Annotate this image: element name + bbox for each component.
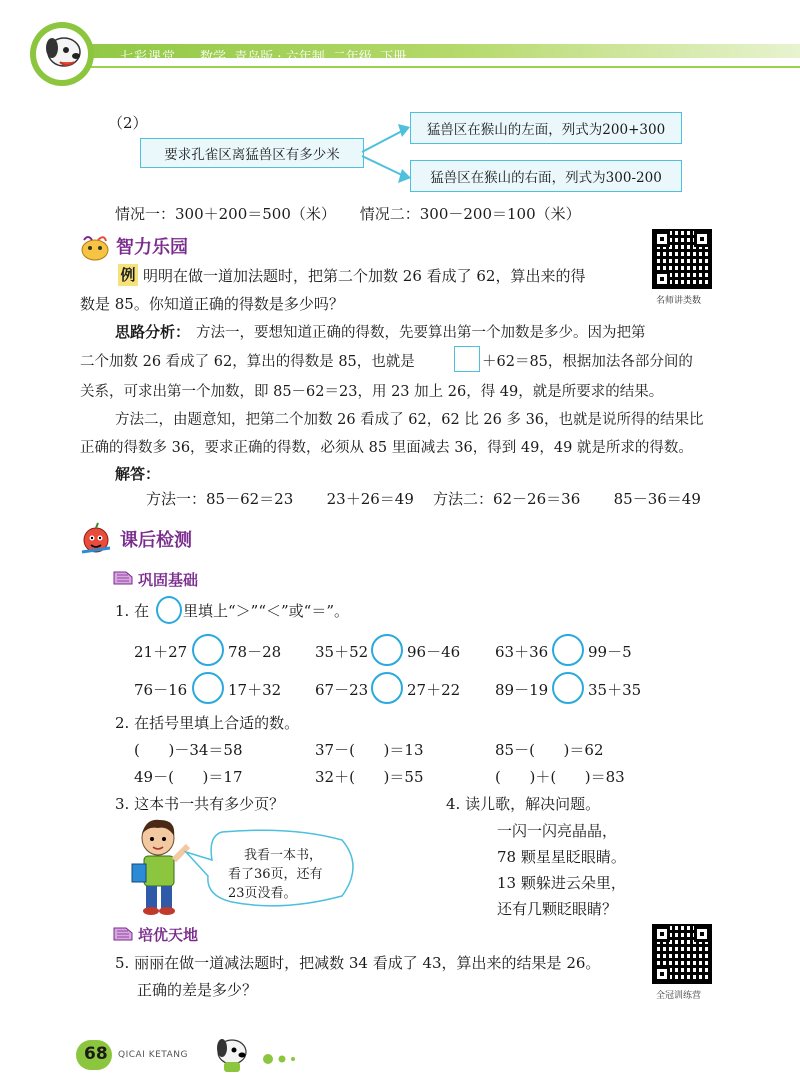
method2-line-1: 方法二，由题意知，把第二个加数 26 看成了 62，62 比 26 多 36，也就是说所得的结果比 — [115, 412, 704, 428]
gonggu-title: 巩固基础 — [138, 571, 199, 589]
qr-caption-1: 名师讲类数 — [656, 296, 702, 306]
case-right-box: 猛兽区在猴山的右面，列式为300-200 — [410, 160, 682, 192]
solution-line: 方法一：85－62＝23 23＋26＝49 方法二：62－26＝36 85－36＝49 — [146, 490, 701, 508]
footer-dots — [262, 1050, 302, 1069]
q1-r1-c3-left: 63＋36 — [495, 643, 549, 661]
q2-r2-c1: 49－( )＝17 — [134, 768, 243, 786]
case-left-box: 猛兽区在猴山的左面，列式为200+300 — [410, 112, 682, 144]
header-bar — [0, 0, 800, 80]
example-tag: 例 — [118, 264, 138, 286]
part2-answer: 情况一：300＋200＝500（米） 情况二：300－200＝100（米） — [115, 205, 581, 223]
gonggu-icon — [112, 569, 134, 585]
q1-prefix: 1. 在 — [115, 602, 150, 620]
q1-r2-c2-left: 67－23 — [315, 681, 369, 699]
question-box: 要求孔雀区离猛兽区有多少米 — [140, 138, 364, 168]
solution-label: 解答： — [115, 465, 161, 483]
analysis-line-3: 关系，可求出第一个加数，即 85－62＝23，用 23 加上 26，得 49，就是所要求的结果。 — [80, 384, 664, 400]
q1-r2-c1-left: 76－16 — [134, 681, 188, 699]
qr-caption-2: 全冠训练营 — [656, 991, 702, 1001]
footer-page-number: 68 — [84, 1044, 108, 1064]
q1-r1-c1-circle[interactable] — [192, 634, 224, 666]
bubble-line-1: 我看一本书， — [244, 848, 323, 863]
header-line — [80, 66, 800, 68]
q4-title: 4. 读儿歌，解决问题。 — [446, 795, 601, 813]
q2-r1-c2: 37－( )＝13 — [315, 741, 424, 759]
bubble-line-2: 看了36页，还有 — [228, 867, 323, 882]
q1-r2-c3-right: 35＋35 — [588, 681, 642, 699]
q1-r1-c3-circle[interactable] — [552, 634, 584, 666]
speech-bubble — [182, 826, 362, 910]
q3-title: 3. 这本书一共有多少页？ — [115, 795, 285, 813]
q4-poem-1: 一闪一闪亮晶晶， — [497, 822, 618, 840]
q1-r2-c2-circle[interactable] — [371, 672, 403, 704]
q4-poem-4: 还有几颗眨眼睛？ — [497, 900, 618, 918]
q2-r1-c3: 85－( )＝62 — [495, 741, 604, 759]
zhili-title: 智力乐园 — [116, 237, 188, 258]
header-subject-info: 数学 青岛版 · 六年制 二年级 下册 — [200, 50, 407, 65]
part2-label: （2） — [108, 114, 148, 132]
q1-example-circle — [156, 596, 182, 624]
q1-r1-c1-left: 21＋27 — [134, 643, 188, 661]
footer-mascot — [210, 1034, 254, 1074]
example-line-2: 数是 85。你知道正确的得数是多少吗？ — [80, 295, 344, 313]
q2-r2-c3: ( )＋( )＝83 — [495, 768, 625, 786]
q5-line-1: 5. 丽丽在做一道减法题时，把减数 34 看成了 43，算出来的结果是 26。 — [115, 954, 601, 972]
q1-r1-c3-right: 99－5 — [588, 643, 632, 661]
q4-poem-2: 78 颗星星眨眼睛。 — [497, 848, 626, 866]
diagram-arrows — [360, 110, 420, 200]
mascot-logo — [30, 22, 94, 86]
q1-r2-c3-circle[interactable] — [552, 672, 584, 704]
q1-r1-c1-right: 78－28 — [228, 643, 282, 661]
peiyou-title: 培优天地 — [138, 926, 199, 944]
q4-poem-3: 13 颗躲进云朵里， — [497, 874, 626, 892]
peiyou-icon — [112, 925, 134, 941]
header-series: 七彩课堂 — [120, 50, 177, 65]
analysis-line-2b: ＋62＝85，根据加法各部分间的 — [482, 354, 693, 370]
blank-box — [454, 346, 480, 372]
q1-r2-c3-left: 89－19 — [495, 681, 549, 699]
analysis-label: 思路分析： — [115, 323, 191, 341]
q2-r1-c1: ( )－34＝58 — [134, 741, 243, 759]
kehou-icon — [78, 522, 114, 556]
analysis-line-2a: 二个加数 26 看成了 62，算出的得数是 85，也就是 — [80, 354, 415, 370]
zhili-icon — [78, 232, 112, 262]
q1-r1-c2-right: 96－46 — [407, 643, 461, 661]
q1-r2-c2-right: 27＋22 — [407, 681, 461, 699]
footer-brand: QICAI KETANG — [118, 1050, 188, 1060]
q1-r2-c1-circle[interactable] — [192, 672, 224, 704]
qr-code-1 — [652, 229, 712, 289]
bubble-line-3: 23页没看。 — [228, 886, 297, 901]
example-line-1: 明明在做一道加法题时，把第二个加数 26 看成了 62，算出来的得 — [143, 267, 586, 285]
q2-r2-c2: 32＋( )＝55 — [315, 768, 424, 786]
kehou-title: 课后检测 — [120, 530, 192, 551]
qr-code-2 — [652, 924, 712, 984]
q2-title: 2. 在括号里填上合适的数。 — [115, 714, 300, 732]
q1-r1-c2-circle[interactable] — [371, 634, 403, 666]
analysis-line-1: 方法一，要想知道正确的得数，先要算出第一个加数是多少。因为把第 — [196, 325, 646, 341]
q1-r2-c1-right: 17＋32 — [228, 681, 282, 699]
q1-r1-c2-left: 35＋52 — [315, 643, 369, 661]
method2-line-2: 正确的得数多 36，要求正确的得数，必须从 85 里面减去 36，得到 49，49 就是所求的得数。 — [80, 440, 693, 456]
q5-line-2: 正确的差是多少？ — [137, 981, 258, 999]
q1-suffix: 里填上“＞”“＜”或“＝”。 — [183, 602, 350, 620]
